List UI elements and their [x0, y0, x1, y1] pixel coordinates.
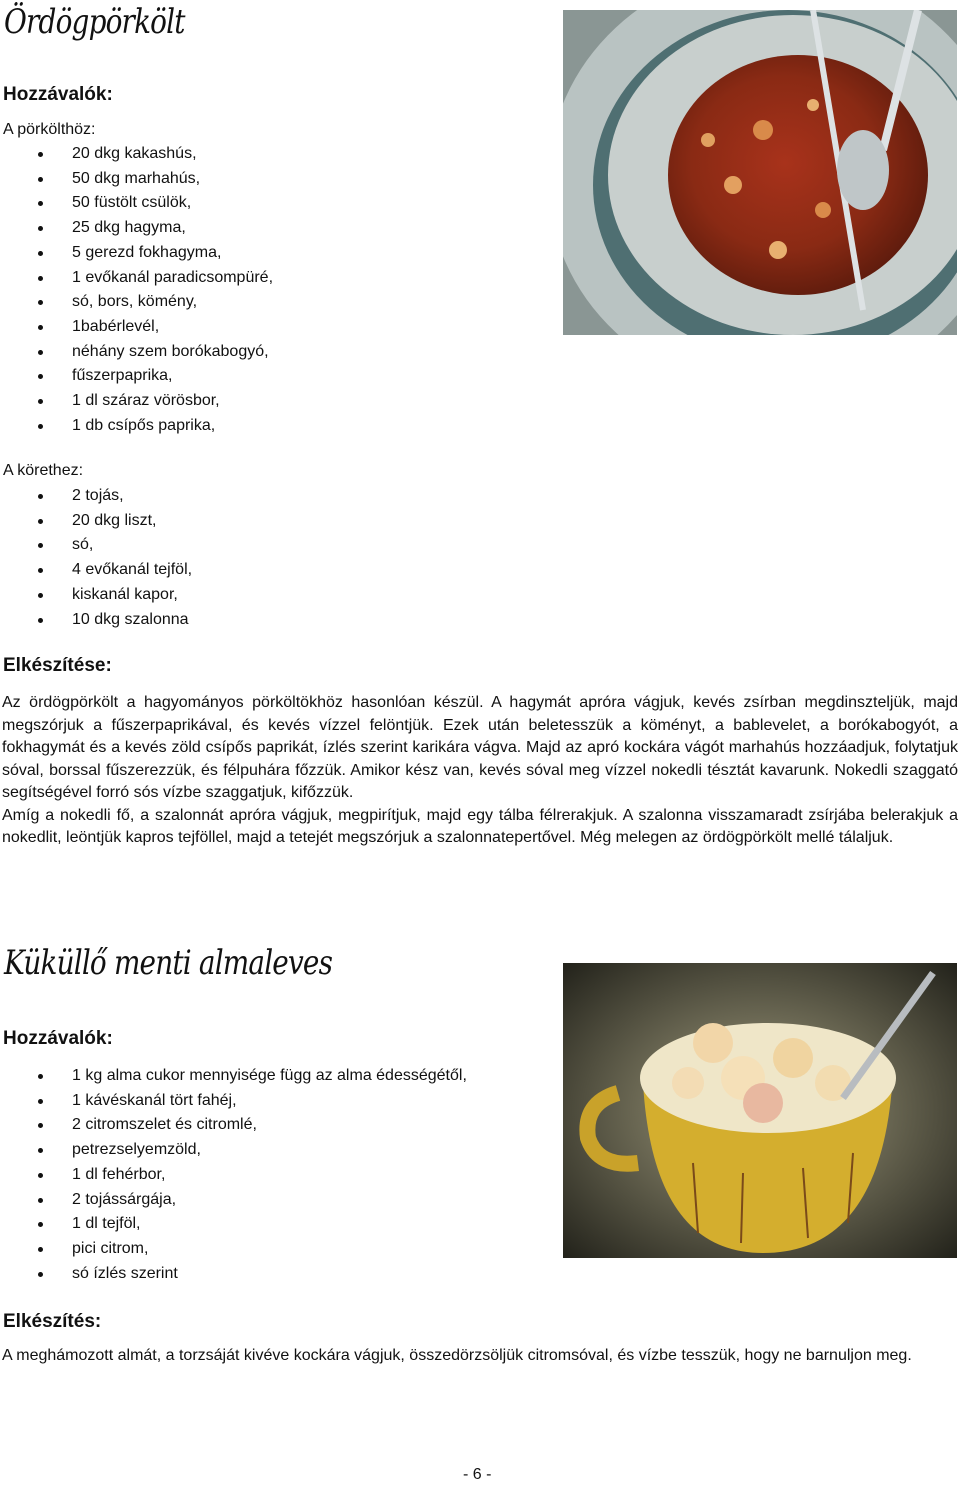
recipe1-ingredients-heading: Hozzávalók: [3, 84, 113, 105]
recipe2-title: Küküllő menti almaleves [4, 943, 333, 983]
list-item: 4 evőkanál tejföl, [0, 558, 192, 583]
list-item: 1 evőkanál paradicsompüré, [0, 266, 273, 291]
paragraph: Az ördögpörkölt a hagyományos pörköltökhöz hasonlóan készül. A hagymát apróra vágjuk, kevés zsírban megdinszteljük, majd megszórjuk a fűszerpaprikával, és kevés vízzel felöntjük. Ezek után beletesszük a köményt, a bablevelet, a borókabogyót, a fokhagymát és a kevés zöld csípős paprikát, ízlés szerint karikára vágva. Majd az apró kockára vágót marhahús hozzáadjuk, folytatjuk sóval, borssal fűszerezzük, és félpuhára főzzük. Amikor kész van, kevés sóval meg vízzel nokedli tésztát kavarunk. Nokedli szaggató segítségével forró sós vízbe szaggatjuk, kifőzzük. [2, 694, 958, 801]
list-item: 1 kávéskanál tört fahéj, [0, 1089, 467, 1114]
list-item: fűszerpaprika, [0, 364, 273, 389]
page-number: - 6 - [463, 1466, 492, 1483]
list-item: kiskanál kapor, [0, 583, 192, 608]
list-item: só ízlés szerint [0, 1262, 467, 1287]
list-item: 1 dl fehérbor, [0, 1163, 467, 1188]
apple-soup-photo [563, 963, 957, 1258]
list-item: pici citrom, [0, 1237, 467, 1262]
list-item: 50 füstölt csülök, [0, 191, 273, 216]
list-item: 10 dkg szalonna [0, 608, 192, 633]
recipe1-group2-list [0, 484, 192, 632]
stew-photo [563, 10, 957, 335]
list-item: 1 kg alma cukor mennyisége függ az alma édességétől, [0, 1064, 467, 1089]
list-item: 1 dl száraz vörösbor, [0, 389, 273, 414]
recipe1-group1-list [0, 142, 273, 438]
list-item: 20 dkg liszt, [0, 509, 192, 534]
recipe2-ingredients-heading: Hozzávalók: [3, 1028, 113, 1049]
recipe2-prep-heading: Elkészítés: [3, 1311, 102, 1332]
recipe1-group1-label: A pörkölthöz: [3, 121, 96, 138]
list-item: só, bors, kömény, [0, 290, 273, 315]
list-item: 25 dkg hagyma, [0, 216, 273, 241]
recipe2-list [0, 1064, 467, 1286]
list-item: 1 db csípős paprika, [0, 414, 273, 439]
list-item: 2 tojássárgája, [0, 1188, 467, 1213]
list-item: 50 dkg marhahús, [0, 167, 273, 192]
list-item: 2 tojás, [0, 484, 192, 509]
recipe1-prep-heading: Elkészítése: [3, 655, 112, 676]
list-item: 20 dkg kakashús, [0, 142, 273, 167]
list-item: 2 citromszelet és citromlé, [0, 1113, 467, 1138]
list-item: só, [0, 533, 192, 558]
list-item: 1babérlevél, [0, 315, 273, 340]
list-item: néhány szem borókabogyó, [0, 340, 273, 365]
recipe1-group2-label: A körethez: [3, 462, 84, 479]
recipe2-prep-text: A meghámozott almát, a torzsáját kivéve kockára vágjuk, összedörzsöljük citromsóval, és vízbe tesszük, hogy ne barnuljon meg. [2, 1347, 912, 1364]
list-item: 1 dl tejföl, [0, 1212, 467, 1237]
recipe1-prep-text [2, 692, 958, 850]
list-item: 5 gerezd fokhagyma, [0, 241, 273, 266]
list-item: petrezselyemzöld, [0, 1138, 467, 1163]
paragraph: Amíg a nokedli fő, a szalonnát apróra vágjuk, megpirítjuk, majd egy tálba félrerakjuk. A szalonna visszamaradt zsírjába belerakjuk a nokedlit, leöntjük kapros tejföllel, majd a tetejét megszórjuk a szalonnatepertővel. Még melegen az ördögpörkölt mellé tálaljuk. [2, 806, 958, 846]
recipe1-title: Ördögpörkölt [4, 2, 185, 42]
